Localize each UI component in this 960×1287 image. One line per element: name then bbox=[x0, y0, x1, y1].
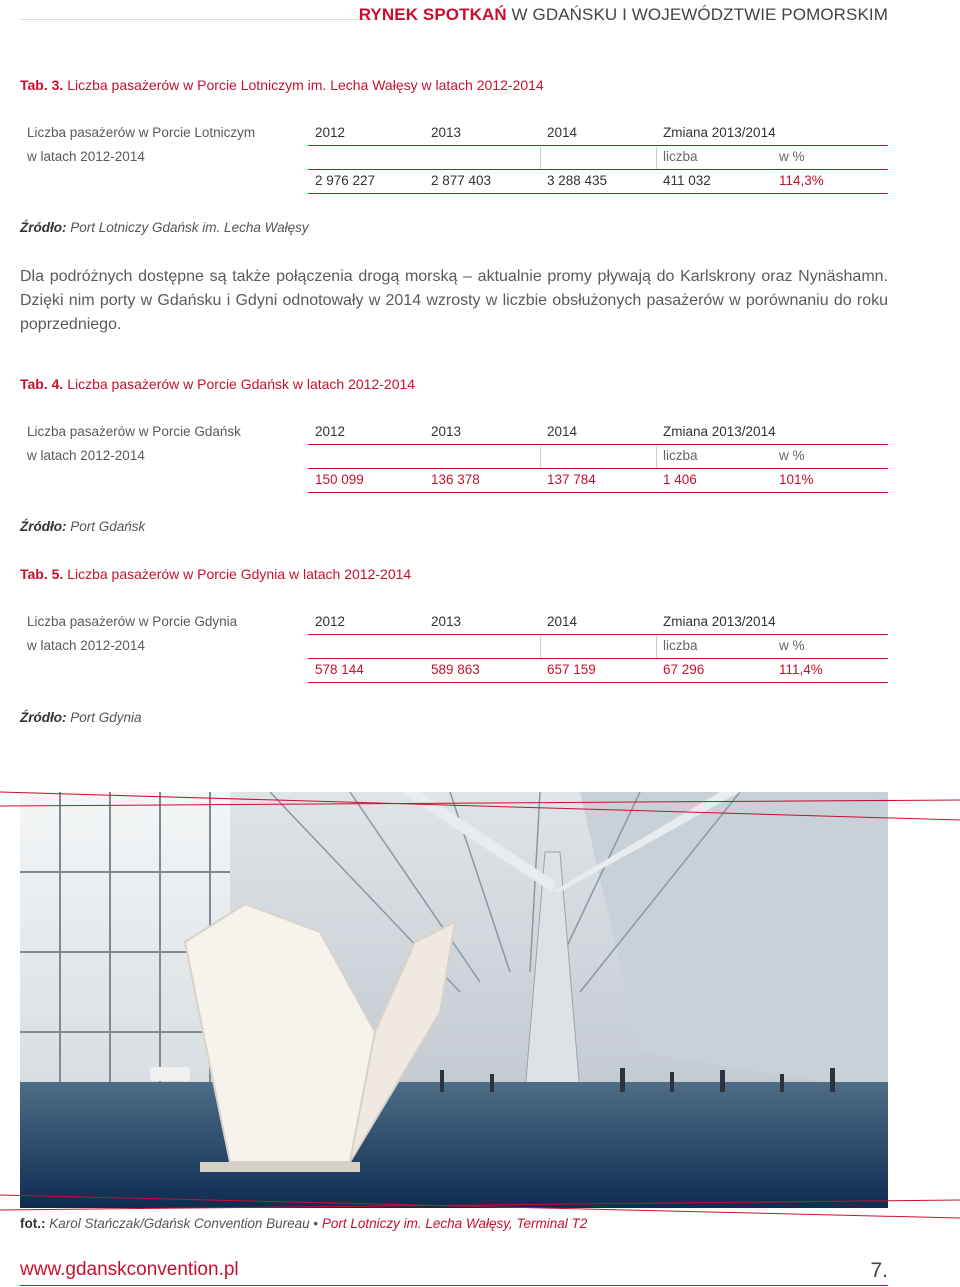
row-label-years: w latach 2012-2014 bbox=[27, 448, 145, 463]
source-label: Źródło: bbox=[20, 710, 67, 725]
table-3-caption bbox=[20, 77, 544, 93]
header-rest: W GDAŃSKU I WOJEWÓDZTWIE POMORSKIM bbox=[506, 5, 888, 24]
source-label: Źródło: bbox=[20, 519, 67, 534]
change-header: Zmiana 2013/2014 bbox=[663, 424, 776, 439]
value-2012: 2 976 227 bbox=[315, 173, 376, 188]
table-rule bbox=[308, 444, 888, 445]
year-2014: 2014 bbox=[547, 424, 578, 439]
value-change-count: 67 296 bbox=[663, 662, 705, 677]
floor bbox=[20, 1082, 888, 1208]
car bbox=[150, 1067, 190, 1081]
value-2013: 2 877 403 bbox=[431, 173, 492, 188]
terminal-illustration bbox=[20, 792, 888, 1208]
table-5 bbox=[20, 614, 890, 686]
table-number: Tab. 4. bbox=[20, 376, 64, 392]
sub-pct: w % bbox=[779, 149, 805, 164]
value-2012: 578 144 bbox=[315, 662, 364, 677]
header-brand: RYNEK SPOTKAŃ bbox=[358, 5, 507, 24]
year-2012: 2012 bbox=[315, 125, 346, 140]
table-divider bbox=[540, 446, 541, 468]
value-change-count: 411 032 bbox=[663, 173, 711, 188]
row-label: Liczba pasażerów w Porcie Gdynia bbox=[27, 614, 238, 629]
table-divider bbox=[540, 147, 541, 169]
photo-credit bbox=[20, 1216, 587, 1231]
year-2013: 2013 bbox=[431, 424, 462, 439]
table-divider bbox=[656, 446, 657, 468]
row-label: Liczba pasażerów w Porcie Gdańsk bbox=[27, 424, 241, 439]
table-rule bbox=[308, 145, 888, 146]
table-number: Tab. 5. bbox=[20, 566, 64, 582]
value-2013: 589 863 bbox=[431, 662, 480, 677]
table-5-caption bbox=[20, 566, 411, 582]
source-label: Źródło: bbox=[20, 220, 67, 235]
year-2012: 2012 bbox=[315, 614, 346, 629]
table-4-caption bbox=[20, 376, 415, 392]
caption-text: Liczba pasażerów w Porcie Gdańsk w latach 2012-2014 bbox=[63, 376, 416, 392]
source-text: Port Gdynia bbox=[66, 710, 142, 725]
caption-text: Liczba pasażerów w Porcie Lotniczym im. Lecha Wałęsy w latach 2012-2014 bbox=[63, 77, 544, 93]
value-2012: 150 099 bbox=[315, 472, 364, 487]
table-3 bbox=[20, 125, 890, 197]
year-2013: 2013 bbox=[431, 125, 462, 140]
table-rule bbox=[308, 468, 888, 469]
change-header: Zmiana 2013/2014 bbox=[663, 125, 776, 140]
terminal-photo bbox=[20, 792, 888, 1208]
year-2014: 2014 bbox=[547, 125, 578, 140]
sub-count: liczba bbox=[663, 448, 698, 463]
value-2014: 3 288 435 bbox=[547, 173, 608, 188]
table-rule bbox=[308, 682, 888, 683]
table-rule bbox=[308, 492, 888, 493]
table-rule bbox=[308, 169, 888, 170]
table-4 bbox=[20, 424, 890, 496]
running-header bbox=[359, 5, 888, 25]
change-header: Zmiana 2013/2014 bbox=[663, 614, 776, 629]
table-5-source bbox=[20, 710, 142, 725]
caption-text: Liczba pasażerów w Porcie Gdynia w latach 2012-2014 bbox=[63, 566, 412, 582]
table-divider bbox=[656, 636, 657, 658]
body-paragraph: Dla podróżnych dostępne są także połączenia drogą morską – aktualnie promy pływają do Karlskrony oraz Nynäshamn. Dzięki nim porty w Gdańsku i Gdyni odnotowały w 2014 wzrosty w liczbie obsłużonych pasażerów w porównaniu do roku poprzedniego. bbox=[20, 268, 888, 333]
value-2014: 657 159 bbox=[547, 662, 596, 677]
value-2013: 136 378 bbox=[431, 472, 480, 487]
value-change-pct: 101% bbox=[779, 472, 814, 487]
table-rule bbox=[308, 193, 888, 194]
row-label: Liczba pasażerów w Porcie Lotniczym bbox=[27, 125, 256, 140]
footer-rule bbox=[20, 1285, 888, 1286]
table-number: Tab. 3. bbox=[20, 77, 64, 93]
sub-pct: w % bbox=[779, 638, 805, 653]
row-label-years: w latach 2012-2014 bbox=[27, 149, 145, 164]
value-change-pct: 114,3% bbox=[779, 173, 824, 188]
credit-separator: • bbox=[313, 1216, 319, 1231]
row-label-years: w latach 2012-2014 bbox=[27, 638, 145, 653]
footer-url-link[interactable]: www.gdanskconvention.pl bbox=[20, 1259, 239, 1280]
table-4-source bbox=[20, 519, 145, 534]
sub-count: liczba bbox=[663, 149, 698, 164]
table-rule bbox=[308, 634, 888, 635]
table-rule bbox=[308, 658, 888, 659]
credit-author: Karol Stańczak/Gdańsk Convention Bureau bbox=[45, 1216, 314, 1231]
page-number: 7. bbox=[870, 1259, 888, 1282]
table-3-source bbox=[20, 220, 309, 235]
header-rule bbox=[20, 19, 372, 20]
value-2014: 137 784 bbox=[547, 472, 596, 487]
year-2013: 2013 bbox=[431, 614, 462, 629]
table-divider bbox=[540, 636, 541, 658]
sub-count: liczba bbox=[663, 638, 698, 653]
credit-label: fot.: bbox=[20, 1216, 46, 1231]
table-divider bbox=[656, 147, 657, 169]
year-2012: 2012 bbox=[315, 424, 346, 439]
sub-pct: w % bbox=[779, 448, 805, 463]
value-change-pct: 111,4% bbox=[779, 662, 823, 677]
value-change-count: 1 406 bbox=[663, 472, 697, 487]
source-text: Port Lotniczy Gdańsk im. Lecha Wałęsy bbox=[66, 220, 309, 235]
credit-place: Port Lotniczy im. Lecha Wałęsy, Terminal T2 bbox=[318, 1216, 588, 1231]
source-text: Port Gdańsk bbox=[66, 519, 146, 534]
year-2014: 2014 bbox=[547, 614, 578, 629]
